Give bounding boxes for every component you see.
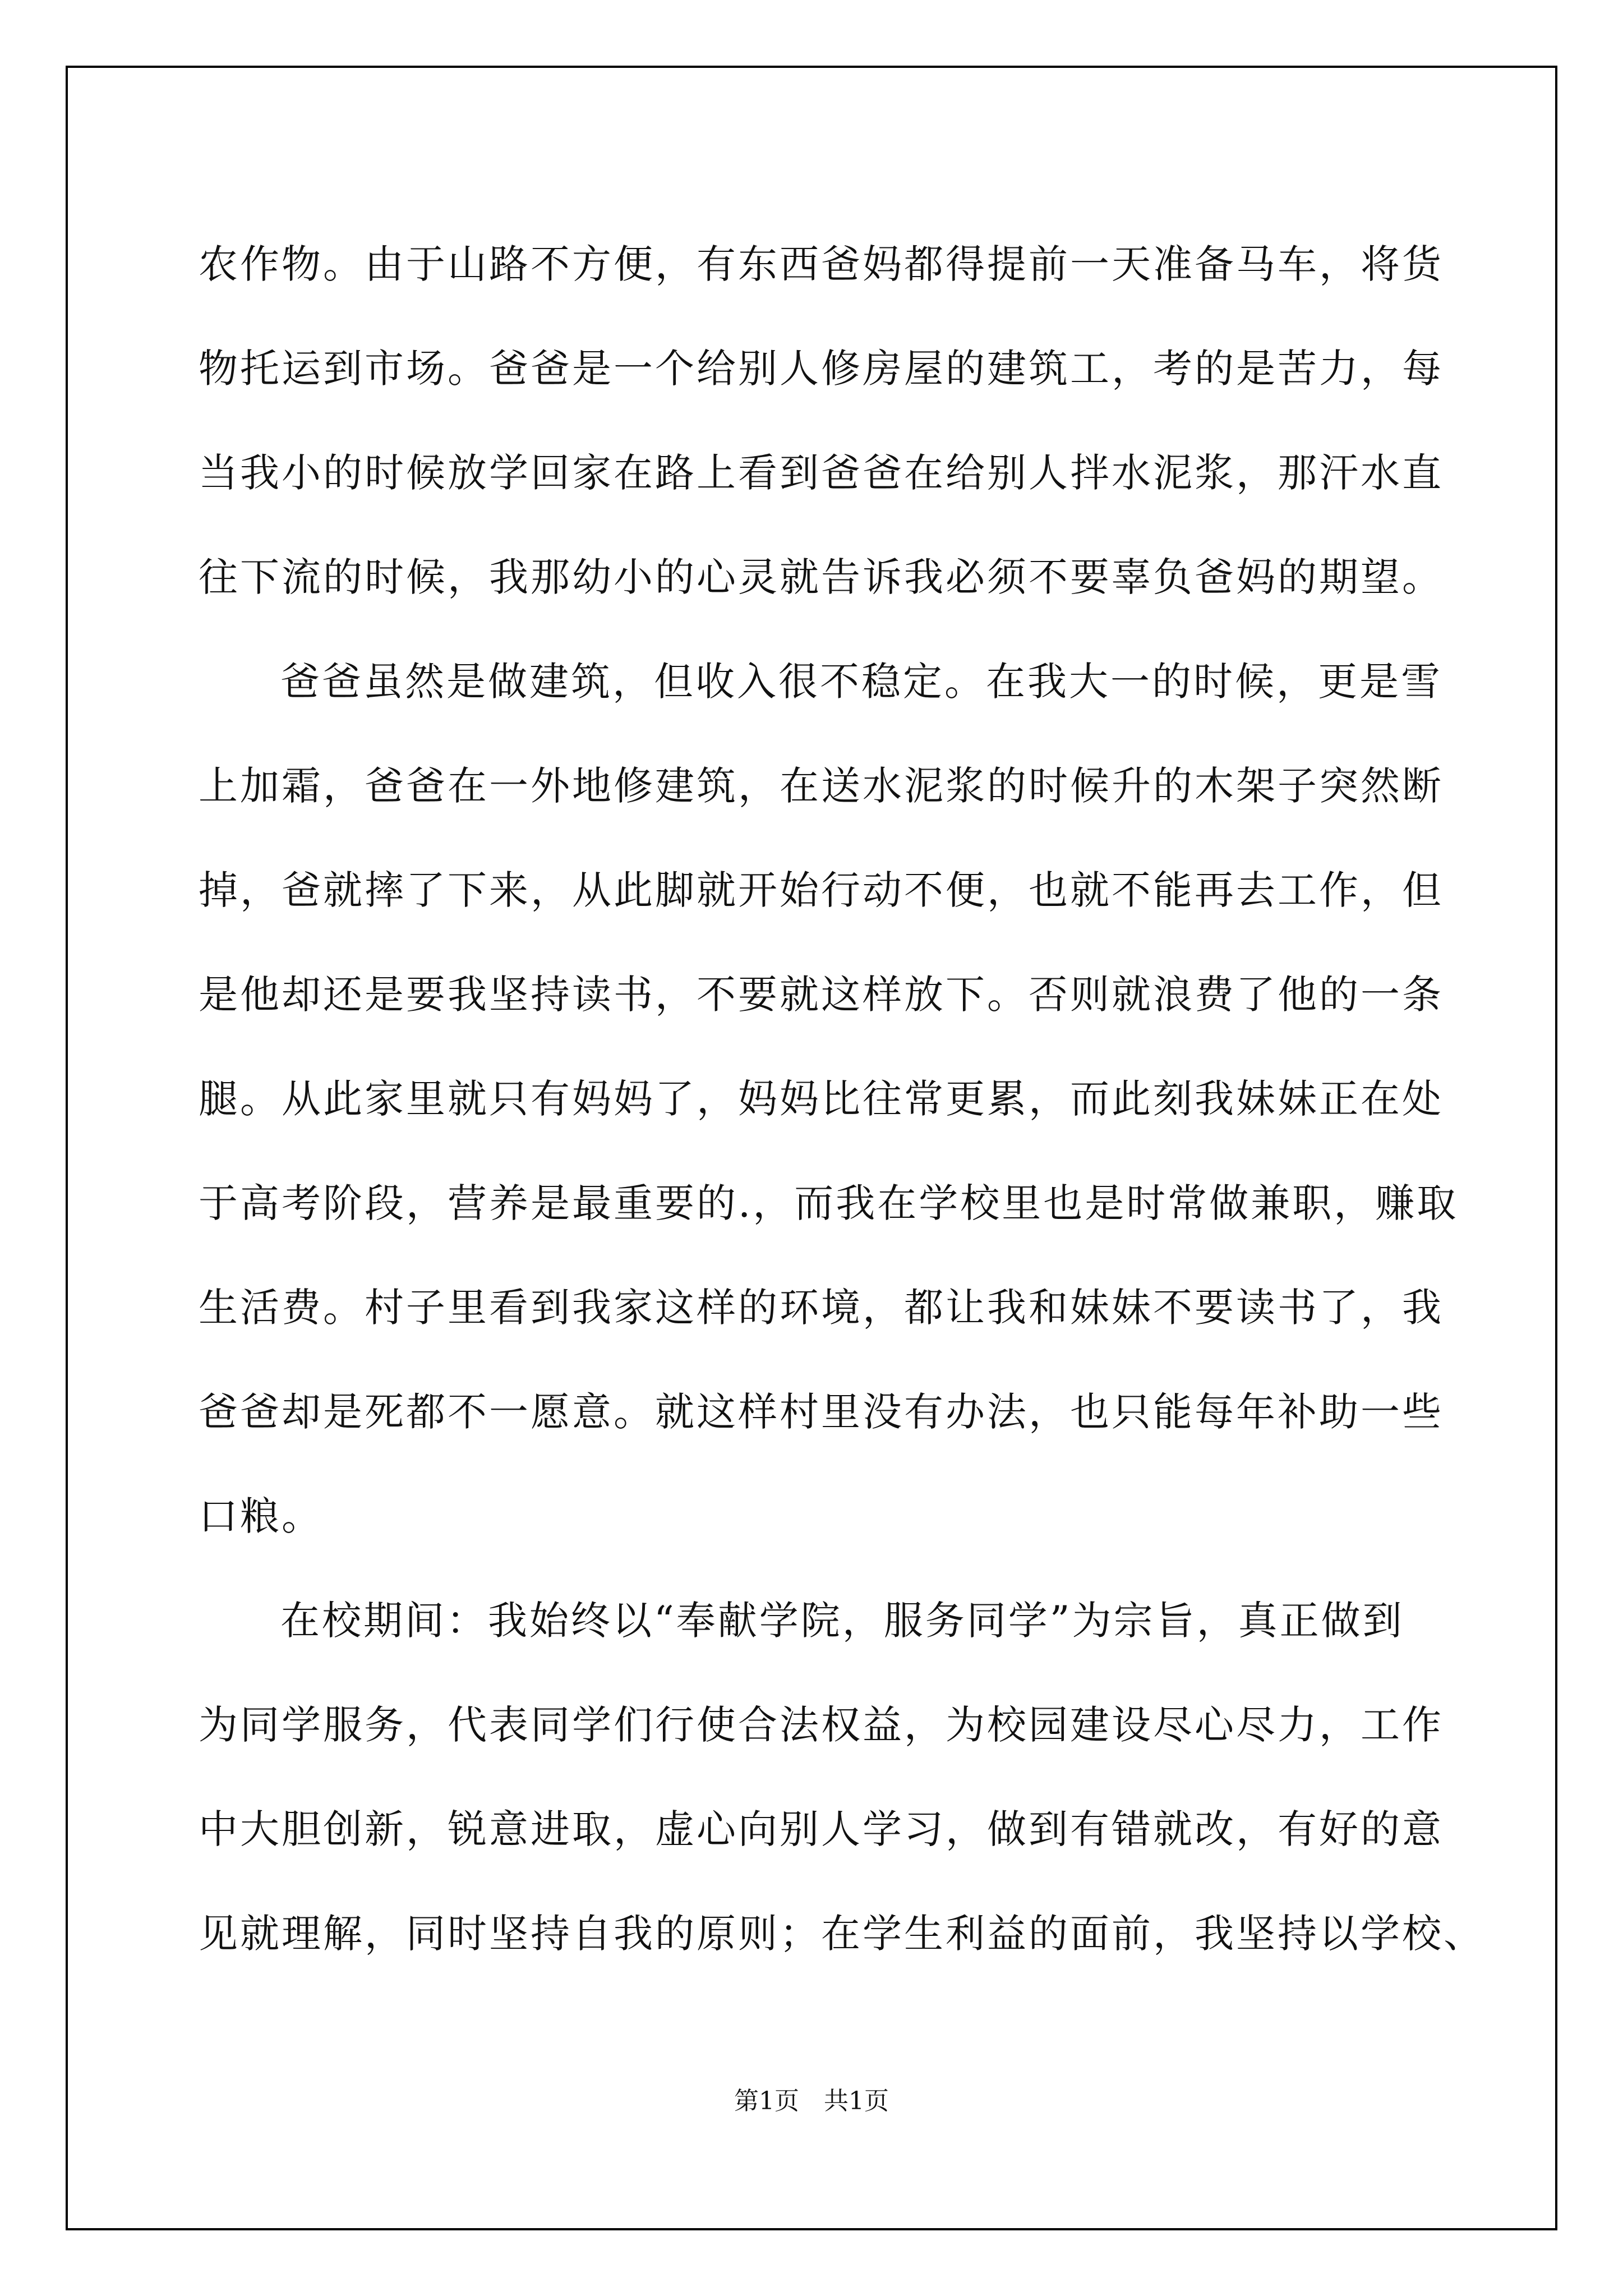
text-line: 于高考阶段，营养是最重要的.，而我在学校里也是时常做兼职，赚取 [199,1180,1459,1226]
text-line: 物托运到市场。爸爸是一个给别人修房屋的建筑工，考的是苦力，每 [199,346,1444,392]
text-line: 见就理解，同时坚持自我的原则；在学生利益的面前，我坚持以学校、 [199,1911,1485,1957]
text-line: 爸爸却是死都不一愿意。就这样村里没有办法，也只能每年补助一些 [199,1389,1444,1435]
text-line: 生活费。村子里看到我家这样的环境，都让我和妹妹不要读书了，我 [199,1285,1444,1331]
text-line: 腿。从此家里就只有妈妈了，妈妈比往常更累，而此刻我妹妹正在处 [199,1076,1444,1122]
text-line: 上加霜，爸爸在一外地修建筑，在送水泥浆的时候升的木架子突然断 [199,763,1444,809]
text-line: 为同学服务，代表同学们行使合法权益，为校园建设尽心尽力，工作 [199,1702,1444,1748]
text-line: 往下流的时候，我那幼小的心灵就告诉我必须不要辜负爸妈的期望。 [199,554,1444,600]
text-line: 是他却还是要我坚持读书，不要就这样放下。否则就浪费了他的一条 [199,972,1444,1018]
document-body [199,212,1485,1986]
text-line: 掉，爸就摔了下来，从此脚就开始行动不便，也就不能再去工作，但 [199,867,1444,913]
page-footer [0,2085,1623,2118]
text-line: 口粮。 [199,1493,323,1539]
text-line: 当我小的时候放学回家在路上看到爸爸在给别人拌水泥浆，那汗水直 [199,450,1444,496]
page-number: 第1页 [734,2087,799,2115]
text-line: 在校期间：我始终以“奉献学院，服务同学”为宗旨，真正做到 [280,1598,1404,1644]
text-line: 中大胆创新，锐意进取，虚心向别人学习，做到有错就改，有好的意 [199,1806,1444,1852]
text-line: 农作物。由于山路不方便，有东西爸妈都得提前一天准备马车，将货 [199,241,1444,287]
total-pages: 共1页 [824,2087,889,2115]
text-line: 爸爸虽然是做建筑，但收入很不稳定。在我大一的时候，更是雪 [280,659,1442,705]
